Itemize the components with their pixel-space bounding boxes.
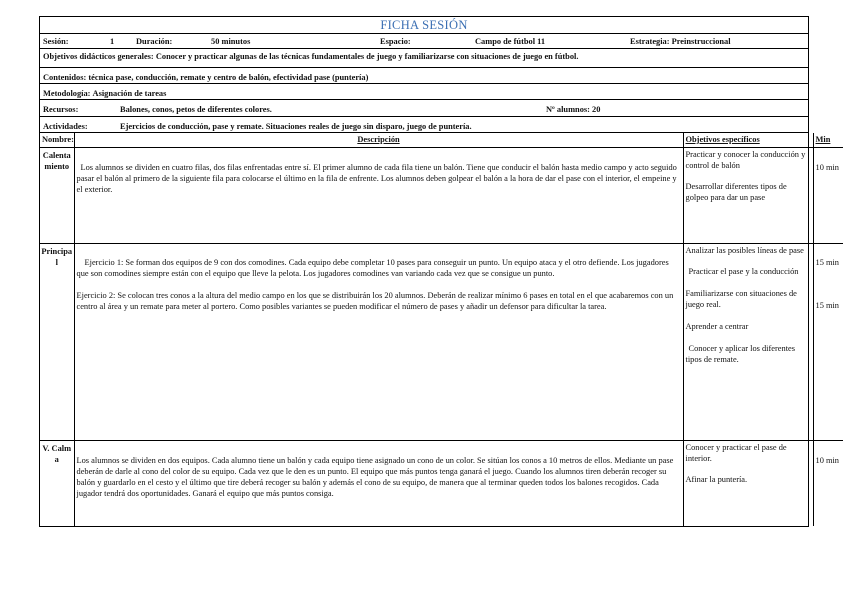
minutes-value: 10 min (815, 455, 839, 465)
activities-label: Actividades: (43, 122, 88, 131)
session-label: Sesión: (43, 37, 69, 46)
activities-row (40, 117, 808, 133)
table-header-row (40, 133, 843, 147)
session-sheet (39, 16, 839, 527)
phase-description (74, 243, 683, 440)
general-objectives-text: Conocer y practicar algunas de las técnicas fundamentales de juego y familiarizarse con situaciones de juego en fútbol. (155, 52, 579, 61)
contents-row (40, 68, 808, 84)
methodology-text: Asignación de tareas (92, 89, 167, 98)
phase-description (74, 440, 683, 526)
resources-label: Recursos: (43, 105, 79, 114)
methodology-row (40, 84, 808, 100)
phase-name: Calentamiento (40, 147, 74, 243)
phase-name: V. Calma (40, 440, 74, 526)
header-objectives: Objetivos específicos (683, 133, 813, 147)
phase-minutes (813, 440, 843, 526)
session-table (40, 133, 843, 526)
objective-item: Conocer y practicar el pase de interior. (685, 442, 787, 463)
header-description: Descripción (74, 133, 683, 147)
duration-label: Duración: (136, 37, 173, 46)
minutes-value: 10 min (815, 162, 839, 172)
phase-minutes (813, 147, 843, 243)
objective-item: Practicar y conocer la conducción y control de balón (685, 149, 806, 170)
objective-item: Conocer y aplicar los diferentes tipos de remate. (685, 343, 796, 364)
resources-text: Balones, conos, petos de diferentes colores. (120, 105, 272, 114)
table-row (40, 243, 843, 440)
minutes-value: 15 min (815, 300, 839, 310)
objective-item: Analizar las posibles líneas de pase (685, 245, 804, 255)
phase-objectives (683, 243, 813, 440)
general-objectives-label: Objetivos didácticos generales: (43, 52, 154, 61)
strategy-text: Estrategia: Preinstruccional (630, 37, 731, 46)
objective-item: Familiarizarse con situaciones de juego real. (685, 288, 797, 309)
phase-name: Principal (40, 243, 74, 440)
methodology-label: Metodología: (43, 89, 91, 98)
header-minutes: Min (813, 133, 843, 147)
objective-item: Practicar el pase y la conducción (688, 266, 799, 276)
resources-row (40, 100, 808, 117)
session-info-row (40, 34, 808, 49)
table-row (40, 440, 843, 526)
phase-objectives (683, 440, 813, 526)
contents-label: Contenidos: (43, 73, 87, 82)
phase-description (74, 147, 683, 243)
space-label: Espacio: (380, 37, 411, 46)
phase-objectives (683, 147, 813, 243)
description-paragraph: Los alumnos se dividen en dos equipos. Cada alumno tiene un balón y cada equipo tiene asignado un cono de un color. Se sitúan los conos a 10 metros de ellos. Mediante un pase deberán de darle al cono del color de su equipo. Cada vez que le den es un punto. El equipo que más puntos tenga ganará el juego. Cuando los alumnos tiren deberán recoger su balón y guardarlo en el cesto y el último que tire deberá recoger su balón y además el cono de su equipo, de manera que al terminar queden todos los balones recogidos. Cada jugador tendrá dos oportunidades. Ganará el equipo que más puntos consiga. (76, 455, 674, 498)
contents-text: técnica pase, conducción, remate y centro de balón, efectividad pase (puntería) (88, 73, 369, 82)
header-name: Nombre: (40, 133, 74, 147)
space-value: Campo de fútbol 11 (475, 37, 546, 46)
objective-item: Afinar la puntería. (685, 474, 748, 484)
session-value: 1 (110, 37, 115, 46)
general-objectives-row (40, 49, 808, 68)
objective-item: Desarrollar diferentes tipos de golpeo para dar un pase (685, 181, 787, 202)
table-row (40, 147, 843, 243)
phase-minutes (813, 243, 843, 440)
student-count: Nº alumnos: 20 (546, 105, 601, 114)
sheet-title: FICHA SESIÓN (40, 17, 808, 34)
description-paragraph: Ejercicio 1: Se forman dos equipos de 9 con dos comodines. Cada equipo debe completar 10 pases para conseguir un punto. Un equipo ataca y el otro defiende. Los jugadores que son comodines siempre están con el equipo que lleve la pelota. Los jugadores comodines van variando cada vez que se consigue un punto. (76, 257, 669, 278)
description-paragraph: Ejercicio 2: Se colocan tres conos a la altura del medio campo en los que se distribuirán los 20 alumnos. Deberán de realizar mínimo 6 pases en total en el que acabaremos con un centro al área y un remate para meter al portero. Como posibles variantes se pueden modificar el número de pases y añadir un defensor para dificultar la tarea. (76, 290, 674, 311)
minutes-value: 15 min (815, 257, 839, 267)
duration-value: 50 minutos (211, 37, 251, 46)
description-paragraph: Los alumnos se dividen en cuatro filas, dos filas enfrentadas entre sí. El primer alumno de cada fila tiene un balón. Tiene que conducir el balón hasta medio campo y acto seguido pasar el balón al primero de la siguiente fila para colocarse el último en la fila de enfrente. Los alumnos deben golpear el balón a la hora de dar el pase con el interior, el empeine y el exterior. (76, 162, 677, 194)
objective-item: Aprender a centrar (685, 321, 749, 331)
activities-text: Ejercicios de conducción, pase y remate. Situaciones reales de juego sin disparo, juego de puntería. (120, 122, 472, 131)
